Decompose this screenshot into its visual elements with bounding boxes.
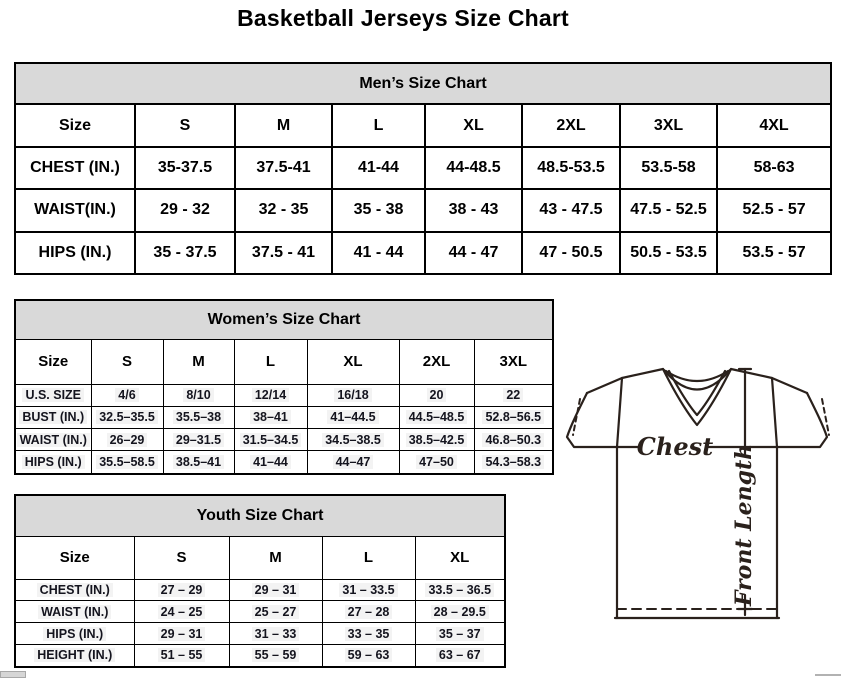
size-value: 53.5 - 57: [742, 243, 806, 261]
size-value-cell: [332, 232, 425, 274]
chest-measure-label: Chest: [636, 432, 714, 461]
size-value: 38–41: [250, 410, 291, 424]
size-value: 44.5–48.5: [406, 410, 468, 424]
mens-row-waist-in: [15, 189, 831, 231]
size-value-cell: [399, 406, 474, 428]
size-value: 47 - 50.5: [539, 243, 603, 261]
collar-back-arc: [666, 371, 728, 381]
mens-row-chest-in: [15, 147, 831, 189]
size-value-cell: [229, 601, 322, 623]
youth-row-height-in: [15, 644, 505, 667]
left-sleeve: [567, 393, 617, 447]
size-value: 43 - 47.5: [539, 201, 603, 219]
size-value-cell: [620, 189, 717, 231]
mens-column-header-2xl: 2XL: [522, 104, 620, 147]
womens-size-table: [14, 299, 554, 475]
mens-row-hips-in: [15, 232, 831, 274]
row-label: HIPS (IN.): [38, 243, 112, 261]
row-label-cell: [15, 384, 91, 406]
youth-column-header-size: Size: [15, 536, 134, 579]
size-value-cell: [332, 147, 425, 189]
size-value: 32.5–35.5: [96, 410, 158, 424]
womens-row-bust-in: [15, 406, 553, 428]
size-value-cell: [425, 189, 522, 231]
size-value-cell: [332, 189, 425, 231]
womens-row-u-s-size: [15, 384, 553, 406]
size-value-cell: [135, 232, 235, 274]
size-value: 31.5–34.5: [240, 433, 302, 447]
size-value-cell: [234, 451, 307, 474]
size-value: 33.5 – 36.5: [425, 583, 494, 597]
size-value-cell: [134, 623, 229, 645]
size-value-cell: [234, 384, 307, 406]
size-value: 47–50: [416, 455, 457, 469]
row-label: WAIST (IN.): [17, 433, 90, 447]
size-value-cell: [399, 429, 474, 451]
size-value: 35.5–58.5: [96, 455, 158, 469]
row-label-cell: [15, 601, 134, 623]
size-value-cell: [717, 232, 831, 274]
size-value: 41–44: [250, 455, 291, 469]
youth-column-header-xl: XL: [415, 536, 505, 579]
size-value: 46.8–50.3: [482, 433, 544, 447]
mens-column-header-4xl: 4XL: [717, 104, 831, 147]
size-value: 29 – 31: [158, 627, 206, 641]
row-label: WAIST (IN.): [38, 605, 111, 619]
size-value-cell: [91, 384, 163, 406]
size-value: 52.5 - 57: [742, 201, 806, 219]
mens-table-title: Men’s Size Chart: [15, 63, 831, 104]
size-value: 33 – 35: [345, 627, 393, 641]
size-value-cell: [91, 451, 163, 474]
mens-column-header-3xl: 3XL: [620, 104, 717, 147]
size-value-cell: [135, 147, 235, 189]
size-value-cell: [425, 232, 522, 274]
size-value-cell: [163, 451, 234, 474]
size-value: 44–47: [333, 455, 374, 469]
row-label: BUST (IN.): [19, 410, 87, 424]
size-value-cell: [399, 384, 474, 406]
womens-column-header-xl: XL: [307, 339, 399, 384]
size-value: 38.5–42.5: [406, 433, 468, 447]
size-value-cell: [235, 147, 332, 189]
size-value-cell: [235, 189, 332, 231]
youth-column-header-s: S: [134, 536, 229, 579]
size-value: 27 – 28: [345, 605, 393, 619]
row-label: WAIST(IN.): [34, 201, 116, 219]
size-value: 38.5–41: [173, 455, 224, 469]
size-value: 54.3–58.3: [482, 455, 544, 469]
size-value: 48.5-53.5: [537, 159, 605, 177]
size-value: 35 - 38: [353, 201, 404, 219]
size-value-cell: [474, 451, 553, 474]
size-value: 41 - 44: [353, 243, 404, 261]
size-value-cell: [522, 232, 620, 274]
size-value-cell: [135, 189, 235, 231]
size-value-cell: [91, 406, 163, 428]
size-value: 31 – 33.5: [339, 583, 397, 597]
size-value: 20: [427, 388, 447, 402]
size-value: 52.8–56.5: [482, 410, 544, 424]
womens-table-title: Women’s Size Chart: [15, 300, 553, 339]
scrollbar-fragment: [815, 674, 841, 676]
youth-table-title: Youth Size Chart: [15, 495, 505, 536]
size-value-cell: [620, 232, 717, 274]
size-value: 58-63: [753, 159, 795, 177]
size-value: 35.5–38: [173, 410, 224, 424]
size-value: 44-48.5: [446, 159, 501, 177]
mens-column-header-xl: XL: [425, 104, 522, 147]
womens-column-header-2xl: 2XL: [399, 339, 474, 384]
row-label-cell: [15, 232, 135, 274]
size-value-cell: [620, 147, 717, 189]
row-label-cell: [15, 147, 135, 189]
size-value-cell: [322, 644, 415, 667]
size-value-cell: [415, 644, 505, 667]
size-value-cell: [134, 601, 229, 623]
size-value: 29–31.5: [173, 433, 224, 447]
size-value: 28 – 29.5: [431, 605, 489, 619]
size-value: 35 - 37.5: [153, 243, 217, 261]
size-value: 24 – 25: [158, 605, 206, 619]
page-title: Basketball Jerseys Size Chart: [237, 5, 569, 31]
size-value-cell: [399, 451, 474, 474]
size-value: 59 – 63: [345, 648, 393, 662]
size-value: 41–44.5: [327, 410, 378, 424]
left-cuff-dashed: [573, 399, 580, 435]
youth-size-table: [14, 494, 506, 668]
womens-column-header-m: M: [163, 339, 234, 384]
left-shoulder: [587, 369, 663, 393]
size-value-cell: [234, 406, 307, 428]
womens-column-header-size: Size: [15, 339, 91, 384]
row-label: HIPS (IN.): [43, 627, 106, 641]
size-value: 55 – 59: [252, 648, 300, 662]
size-value-cell: [234, 429, 307, 451]
size-value: 16/18: [334, 388, 371, 402]
size-value: 22: [503, 388, 523, 402]
size-value: 53.5-58: [641, 159, 696, 177]
size-value-cell: [415, 579, 505, 601]
size-value: 63 – 67: [436, 648, 484, 662]
womens-row-waist-in: [15, 429, 553, 451]
youth-row-waist-in: [15, 601, 505, 623]
jersey-outline-svg: [563, 363, 839, 625]
womens-row-hips-in: [15, 451, 553, 474]
size-value: 34.5–38.5: [322, 433, 384, 447]
youth-column-header-l: L: [322, 536, 415, 579]
mens-size-table: [14, 62, 832, 275]
size-value: 29 – 31: [252, 583, 300, 597]
size-value: 31 – 33: [252, 627, 300, 641]
womens-column-header-l: L: [234, 339, 307, 384]
row-label: CHEST (IN.): [30, 159, 120, 177]
size-value: 37.5 - 41: [251, 243, 316, 261]
size-value: 35-37.5: [157, 159, 213, 177]
size-value: 51 – 55: [158, 648, 206, 662]
size-value-cell: [134, 579, 229, 601]
size-value-cell: [229, 623, 322, 645]
size-value-cell: [415, 601, 505, 623]
youth-column-header-m: M: [229, 536, 322, 579]
size-value: 29 - 32: [160, 201, 210, 219]
row-label-cell: [15, 406, 91, 428]
size-value-cell: [307, 406, 399, 428]
size-value: 32 - 35: [258, 201, 309, 219]
womens-column-header-s: S: [91, 339, 163, 384]
row-label: CHEST (IN.): [37, 583, 113, 597]
size-value-cell: [522, 147, 620, 189]
size-value-cell: [307, 384, 399, 406]
row-label-cell: [15, 623, 134, 645]
size-value: 47.5 - 52.5: [630, 201, 707, 219]
mens-column-header-m: M: [235, 104, 332, 147]
size-value: 44 - 47: [448, 243, 499, 261]
front-length-measure-label: Front Length: [731, 443, 757, 607]
mens-column-header-size: Size: [15, 104, 135, 147]
size-value: 25 – 27: [252, 605, 300, 619]
youth-row-hips-in: [15, 623, 505, 645]
size-value: 4/6: [115, 388, 138, 402]
row-label: HIPS (IN.): [22, 455, 85, 469]
size-value-cell: [307, 451, 399, 474]
size-value-cell: [91, 429, 163, 451]
size-value-cell: [235, 232, 332, 274]
size-value: 50.5 - 53.5: [630, 243, 707, 261]
size-value-cell: [717, 189, 831, 231]
size-value-cell: [474, 429, 553, 451]
row-label-cell: [15, 429, 91, 451]
size-value-cell: [415, 623, 505, 645]
row-label-cell: [15, 189, 135, 231]
right-shoulder: [731, 369, 807, 393]
size-value-cell: [163, 429, 234, 451]
jersey-diagram: [563, 363, 839, 625]
size-value-cell: [229, 644, 322, 667]
size-value: 27 – 29: [158, 583, 206, 597]
size-value: 35 – 37: [436, 627, 484, 641]
mens-column-header-l: L: [332, 104, 425, 147]
size-value-cell: [163, 384, 234, 406]
size-value: 37.5-41: [256, 159, 311, 177]
row-label-cell: [15, 451, 91, 474]
horizontal-scrollbar-thumb[interactable]: [0, 671, 26, 678]
size-value: 38 - 43: [448, 201, 499, 219]
size-value-cell: [522, 189, 620, 231]
size-value-cell: [474, 384, 553, 406]
size-value: 41-44: [358, 159, 399, 177]
size-value-cell: [425, 147, 522, 189]
size-value-cell: [134, 644, 229, 667]
size-value: 8/10: [183, 388, 213, 402]
right-armhole-seam: [772, 378, 777, 447]
womens-column-header-3xl: 3XL: [474, 339, 553, 384]
size-value-cell: [229, 579, 322, 601]
row-label: HEIGHT (IN.): [34, 648, 115, 662]
size-value-cell: [474, 406, 553, 428]
row-label-cell: [15, 644, 134, 667]
size-value: 12/14: [252, 388, 289, 402]
youth-row-chest-in: [15, 579, 505, 601]
row-label-cell: [15, 579, 134, 601]
size-value-cell: [163, 406, 234, 428]
size-value-cell: [307, 429, 399, 451]
size-value-cell: [322, 623, 415, 645]
left-armhole-seam: [617, 378, 622, 447]
right-sleeve: [777, 393, 827, 447]
row-label: U.S. SIZE: [22, 388, 84, 402]
size-value-cell: [322, 579, 415, 601]
size-value: 26–29: [107, 433, 148, 447]
size-value-cell: [717, 147, 831, 189]
mens-column-header-s: S: [135, 104, 235, 147]
size-value-cell: [322, 601, 415, 623]
